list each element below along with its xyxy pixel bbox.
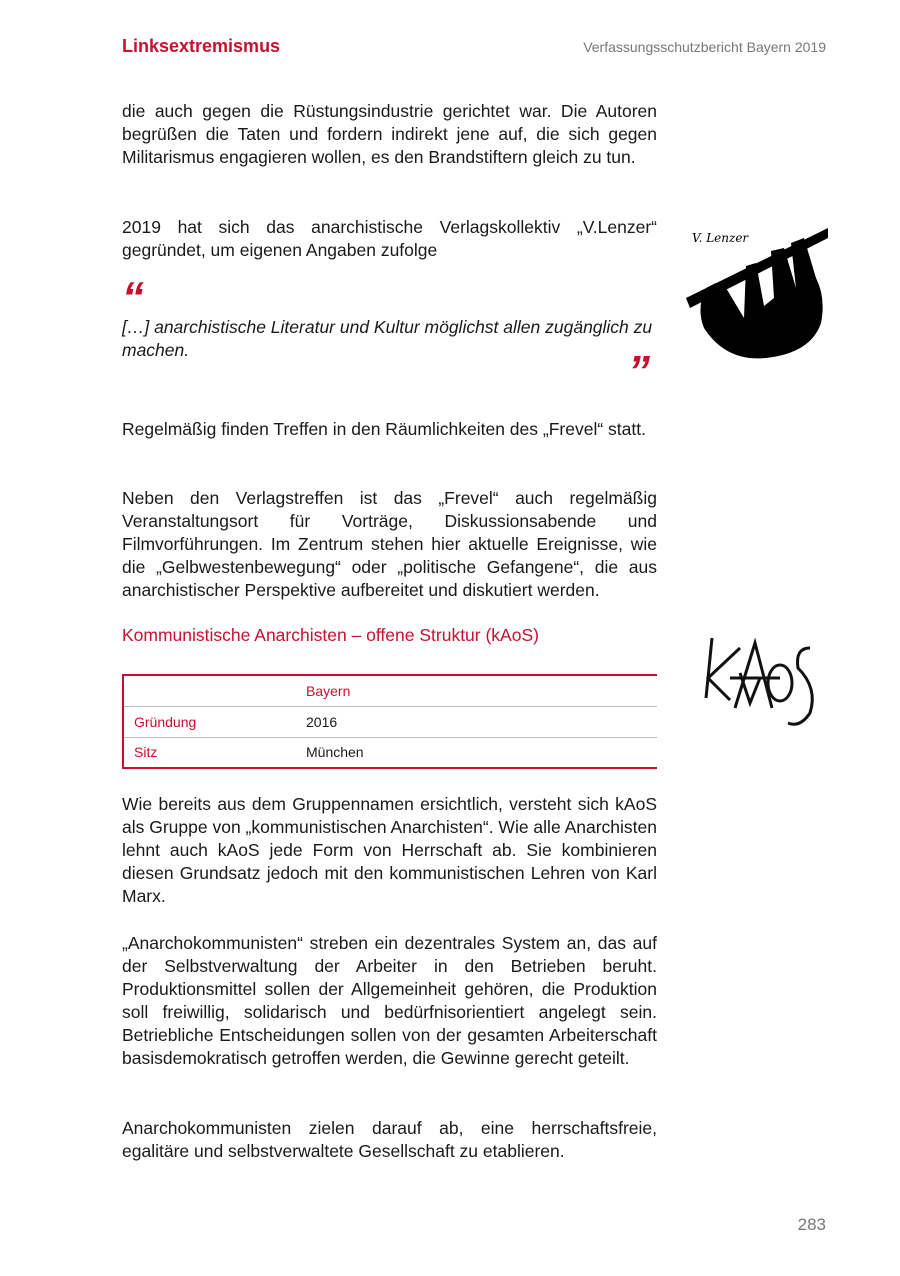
subheading: Kommunistische Anarchisten – offene Struktur (kAoS): [122, 625, 539, 645]
quote-text: […] anarchistische Literatur und Kultur möglichst allen zugänglich zu machen.: [122, 317, 653, 360]
quote-close-icon: ”: [628, 347, 650, 396]
paragraph: die auch gegen die Rüstungsindustrie gerichtet war. Die Autoren begrüßen die Taten und fordern indirekt jene auf, die sich gegen Militarismus engagieren wollen, es den Brandstiftern gleich zu tun.: [122, 101, 657, 167]
paragraph: „Anarchokommunisten“ streben ein dezentrales System an, das auf der Selbstverwaltung der Arbeiter in den Betrieben beruht. Produktionsmittel sollen der Allgemeinheit gehören, die Produktion soll freiwillig, solidarisch und bedürfnisorientiert angelegt sein. Betriebliche Entscheidungen sollen von der gesamten Arbeiterschaft basisdemokratisch getroffen werden, die Gewinne gerecht geteilt.: [122, 933, 657, 1068]
quote-open-icon: “: [122, 273, 144, 322]
table-row: [123, 737, 657, 768]
paragraph: Anarchokommunisten zielen darauf ab, eine herrschaftsfreie, egalitäre und selbstverwaltete Gesellschaft zu etablieren.: [122, 1118, 657, 1161]
svg-text:V. Lenzer: V. Lenzer: [692, 231, 749, 245]
publication-title: Verfassungsschutzbericht Bayern 2019: [583, 39, 826, 55]
section-title: Linksextremismus: [122, 36, 281, 56]
paragraph: Neben den Verlagstreffen ist das „Frevel“ auch regelmäßig Veranstaltungsort für Vorträge, Diskussionsabende und Filmvorführungen. Im Zentrum stehen hier aktuelle Ereignisse, wie die „Gelbwestenbewegung“ oder „politische Gefangene“, die aus anarchistischer Perspektive aufbereitet und diskutiert werden.: [122, 488, 657, 600]
info-table: [122, 674, 657, 769]
table-header-row: [123, 675, 657, 706]
kaos-logo: [700, 628, 820, 732]
row-label: Gründung: [123, 706, 306, 737]
table-row: [123, 706, 657, 737]
row-value: München: [306, 744, 364, 761]
paragraph: Regelmäßig finden Treffen in den Räumlichkeiten des „Frevel“ statt.: [122, 419, 646, 439]
paragraph: 2019 hat sich das anarchistische Verlagskollektiv „V.Lenzer“ gegründet, um eigenen Angaben zufolge: [122, 217, 657, 260]
page-number: 283: [797, 1215, 826, 1234]
row-label: Sitz: [134, 744, 158, 761]
v-lenzer-logo: [686, 218, 828, 362]
column-header: Bayern: [306, 675, 657, 706]
paragraph: Wie bereits aus dem Gruppennamen ersichtlich, versteht sich kAoS als Gruppe von „kommunistischen Anarchisten“. Wie alle Anarchisten lehnt auch kAoS jede Form von Herrschaft ab. Sie kombinieren diesen Grundsatz jedoch mit den kommunistischen Lehren von Karl Marx.: [122, 794, 657, 906]
row-value: 2016: [306, 706, 657, 737]
